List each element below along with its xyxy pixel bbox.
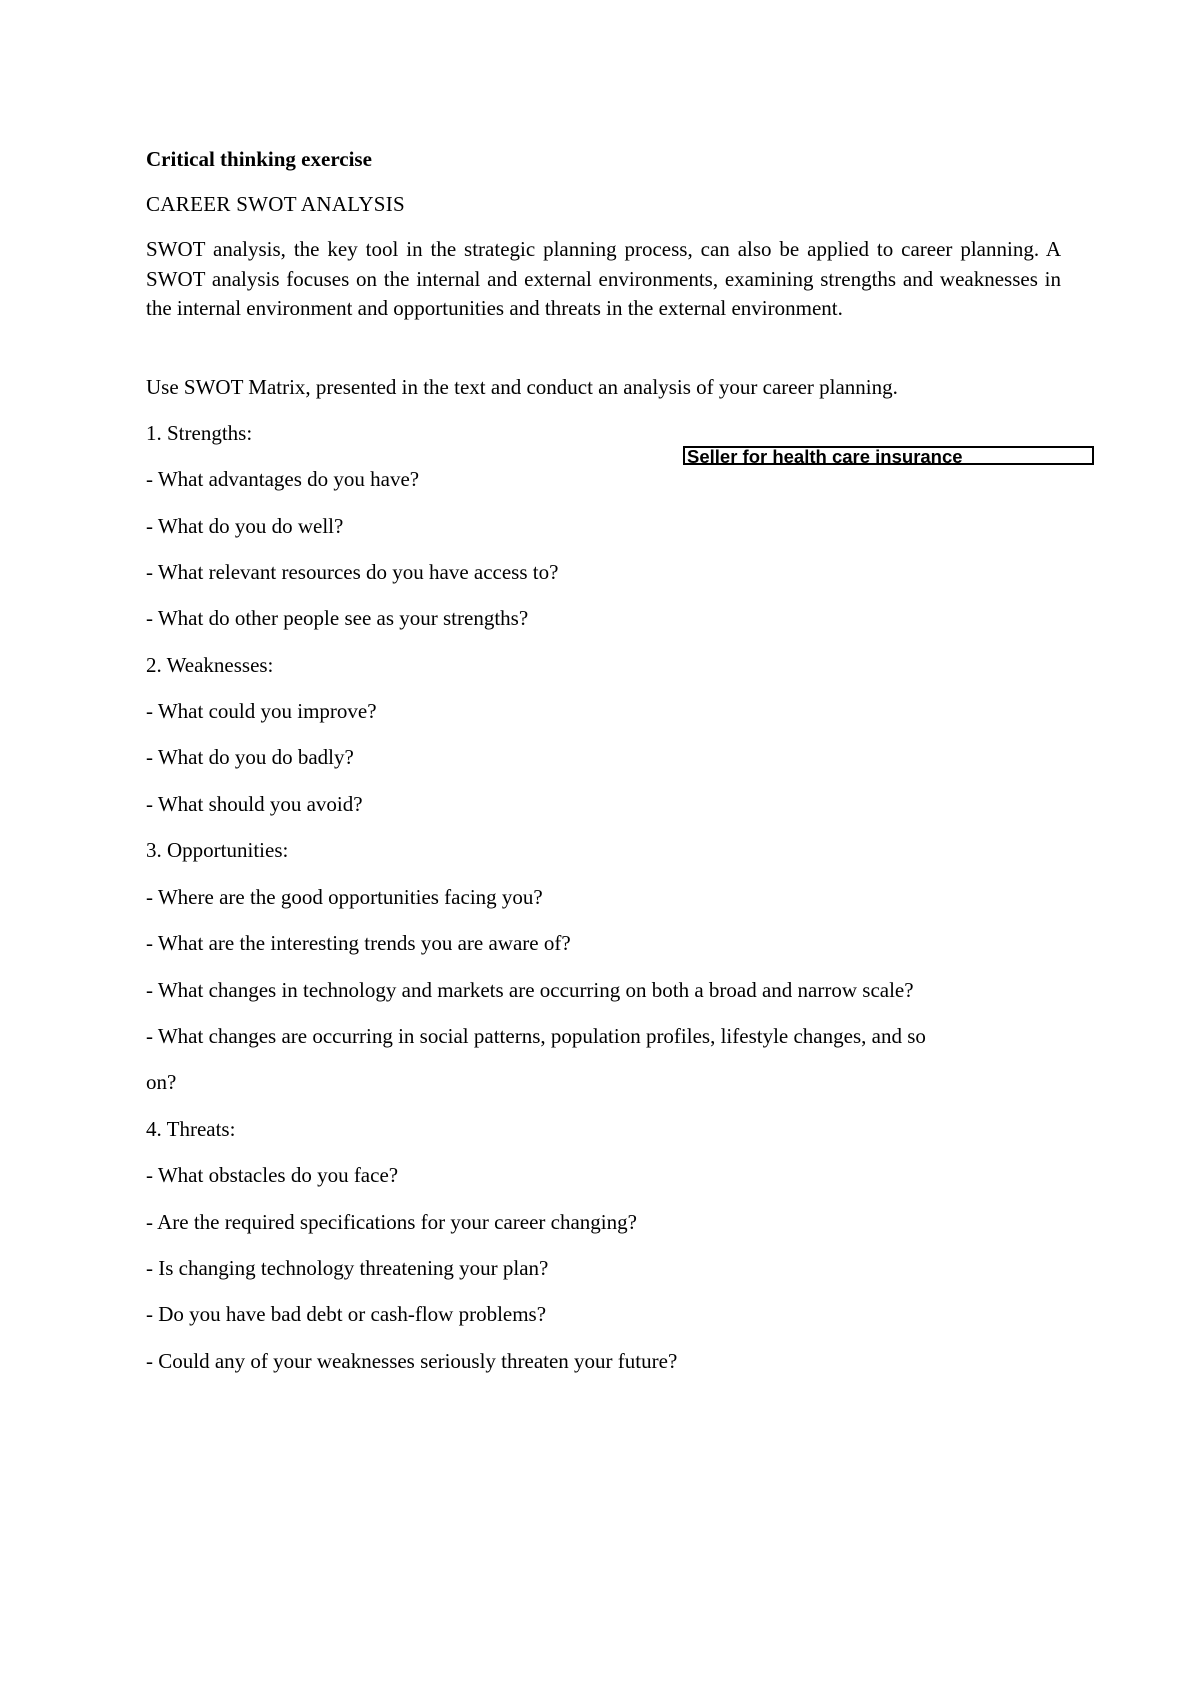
question-item: - Is changing technology threatening your plan?: [146, 1256, 549, 1280]
question-item: - What could you improve?: [146, 699, 377, 723]
answer-text: Seller for health care insurance: [687, 446, 963, 465]
section-heading-opportunities: 3. Opportunities:: [146, 838, 289, 862]
question-item: - What obstacles do you face?: [146, 1163, 399, 1187]
question-item: - Where are the good opportunities facing you?: [146, 885, 543, 909]
question-item: - What relevant resources do you have access to?: [146, 560, 559, 584]
document-heading: CAREER SWOT ANALYSIS: [146, 192, 406, 216]
instruction-text: Use SWOT Matrix, presented in the text and conduct an analysis of your career planning.: [146, 375, 898, 399]
question-item: - What do you do well?: [146, 514, 344, 538]
question-item: - What do other people see as your strengths?: [146, 606, 529, 630]
section-heading-strengths: 1. Strengths:: [146, 421, 253, 445]
question-item: - What advantages do you have?: [146, 467, 420, 491]
question-item: - What changes are occurring in social patterns, population profiles, lifestyle changes, and so: [146, 1024, 926, 1048]
question-item: - What should you avoid?: [146, 792, 363, 816]
question-item: - What do you do badly?: [146, 745, 354, 769]
question-item-continuation: on?: [146, 1070, 177, 1094]
question-item: - Do you have bad debt or cash-flow problems?: [146, 1302, 547, 1326]
intro-paragraph: SWOT analysis, the key tool in the strategic planning process, can also be applied to career planning. A SWOT analysis focuses on the internal and external environments, examining strengths and weaknesses in the internal environment and opportunities and threats in the external environment.: [146, 237, 1061, 320]
question-item: - Could any of your weaknesses seriously threaten your future?: [146, 1349, 678, 1373]
question-item: - What changes in technology and markets are occurring on both a broad and narrow scale?: [146, 978, 914, 1002]
section-heading-threats: 4. Threats:: [146, 1117, 236, 1141]
section-heading-weaknesses: 2. Weaknesses:: [146, 653, 274, 677]
document-title: Critical thinking exercise: [146, 147, 372, 171]
answer-text-box[interactable]: [683, 446, 1094, 465]
question-item: - Are the required specifications for your career changing?: [146, 1210, 637, 1234]
question-item: - What are the interesting trends you are aware of?: [146, 931, 571, 955]
